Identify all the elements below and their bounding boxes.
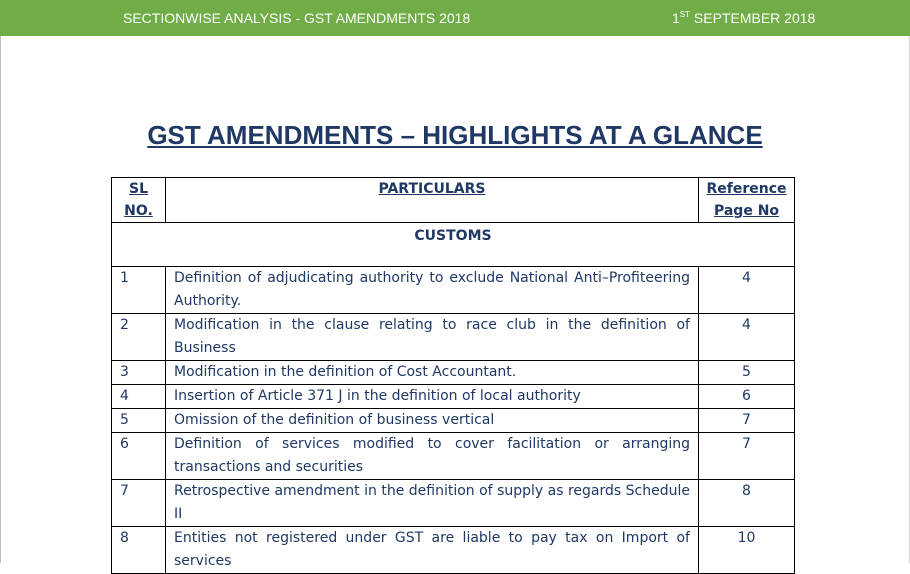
row-sl: 8 (112, 527, 166, 574)
col-particulars: PARTICULARS (166, 178, 699, 223)
row-particulars: Insertion of Article 371 J in the definition of local authority (166, 385, 699, 409)
row-sl: 7 (112, 480, 166, 527)
row-ref: 6 (699, 385, 795, 409)
page-edge-left (0, 36, 1, 563)
date-suffix: ST (679, 10, 691, 19)
row-particulars: Definition of services modified to cover facilitation or arranging transactions and securities (166, 433, 699, 480)
row-particulars: Retrospective amendment in the definition of supply as regards Schedule II (166, 480, 699, 527)
col-reference: Reference Page No (699, 178, 795, 223)
section-label: CUSTOMS (112, 223, 795, 267)
table-row (112, 361, 795, 385)
row-particulars: Definition of adjudicating authority to exclude National Anti–Profiteering Authority. (166, 267, 699, 314)
row-sl: 6 (112, 433, 166, 480)
table-row (112, 267, 795, 314)
row-ref: 4 (699, 267, 795, 314)
page-heading: GST AMENDMENTS – HIGHLIGHTS AT A GLANCE (147, 120, 763, 150)
row-sl: 3 (112, 361, 166, 385)
row-particulars: Modification in the clause relating to race club in the definition of Business (166, 314, 699, 361)
row-ref: 10 (699, 527, 795, 574)
table-row (112, 527, 795, 574)
table-row (112, 314, 795, 361)
row-ref: 8 (699, 480, 795, 527)
row-sl: 2 (112, 314, 166, 361)
row-ref: 7 (699, 433, 795, 480)
header-title: SECTIONWISE ANALYSIS - GST AMENDMENTS 2018 (123, 10, 471, 26)
table-row (112, 433, 795, 480)
section-row (112, 223, 795, 267)
amendments-table (111, 177, 795, 574)
header-date (672, 10, 815, 26)
row-particulars: Entities not registered under GST are liable to pay tax on Import of services (166, 527, 699, 574)
row-ref: 5 (699, 361, 795, 385)
table-header-row (112, 178, 795, 223)
date-day: 1 (672, 10, 680, 26)
date-rest: SEPTEMBER 2018 (690, 10, 816, 26)
header-bar (0, 0, 910, 36)
row-sl: 1 (112, 267, 166, 314)
row-ref: 7 (699, 409, 795, 433)
row-particulars: Modification in the definition of Cost Accountant. (166, 361, 699, 385)
table-row (112, 385, 795, 409)
row-sl: 4 (112, 385, 166, 409)
row-particulars: Omission of the definition of business vertical (166, 409, 699, 433)
table-row (112, 409, 795, 433)
table-row (112, 480, 795, 527)
row-sl: 5 (112, 409, 166, 433)
col-sl-no: SL NO. (112, 178, 166, 223)
row-ref: 4 (699, 314, 795, 361)
